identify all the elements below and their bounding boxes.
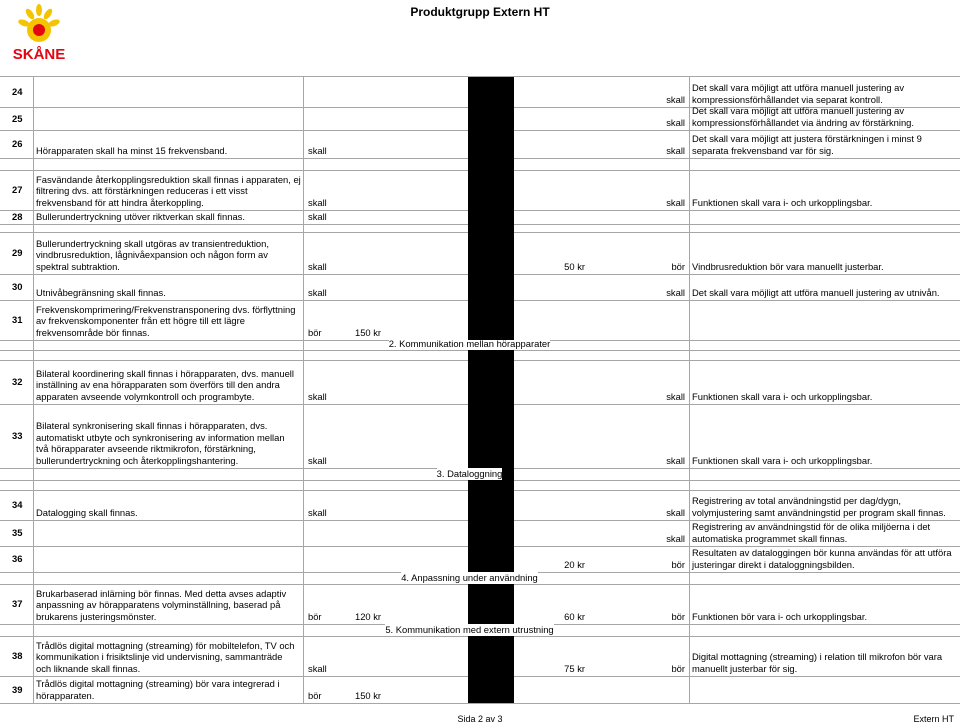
row-number: [0, 676, 33, 703]
row-number-label: 30: [12, 281, 23, 292]
column-divider: [689, 76, 690, 703]
row-number: [0, 404, 33, 468]
price-b: [514, 520, 589, 546]
row-divider: [0, 76, 960, 77]
requirement-level: [303, 584, 350, 624]
price-b-value: 50 kr: [564, 261, 585, 273]
row-number-label: 39: [12, 683, 23, 695]
requirement-note: [689, 232, 960, 274]
requirement-text: [33, 520, 303, 546]
price-a: [350, 300, 468, 340]
requirement-note-value: Det skall vara möjligt att utföra manuell justering av utnivån.: [692, 287, 940, 299]
requirement-level-2-value: skall: [666, 391, 685, 403]
requirement-text: [33, 130, 303, 158]
section-heading: [350, 624, 589, 636]
requirement-level-2-value: bör: [671, 261, 685, 273]
row-divider: [0, 703, 960, 704]
section-heading-label: 5. Kommunikation med extern utrustning: [385, 624, 554, 636]
requirement-level: [303, 676, 350, 703]
column-divider: [303, 76, 304, 703]
requirement-level-2: [589, 232, 689, 274]
section-heading-label: 3. Dataloggning: [436, 468, 503, 480]
requirement-level: [303, 490, 350, 520]
price-b: [514, 584, 589, 624]
row-number: [0, 232, 33, 274]
requirement-note: [689, 274, 960, 300]
price-a: [350, 107, 468, 130]
requirement-level-value: skall: [308, 145, 327, 157]
price-a: [350, 76, 468, 107]
price-a: [350, 130, 468, 158]
requirement-note-value: Funktionen bör vara i- och urkopplingsbar.: [692, 611, 868, 623]
row-number: [0, 636, 33, 676]
requirement-text-value: Bullerundertryckning skall utgöras av transientreduktion, vindbrusreduktion, lågnivåexpansion och någon form av spektral subtraktion.: [36, 237, 269, 273]
requirement-text-value: Datalogging skall finnas.: [36, 507, 138, 519]
price-b: [514, 76, 589, 107]
price-b: [514, 107, 589, 130]
requirement-text: [33, 210, 303, 224]
requirement-level: [303, 107, 350, 130]
price-b: [514, 676, 589, 703]
row-number: [0, 170, 33, 210]
row-number-label: 27: [12, 184, 23, 195]
requirement-level-2: [589, 300, 689, 340]
row-number-label: 26: [12, 138, 23, 149]
requirement-note: [689, 490, 960, 520]
requirement-text-value: Trådlös digital mottagning (streaming) för mobiltelefon, TV och kommunikation i frisiktslinje vid undervisning, sammanträde och liknande skall finnas.: [36, 639, 295, 675]
requirement-text-value: Frekvenskomprimering/Frekvenstransponering dvs. förflyttning av frekvenskomponenter från ett högre till ett lägre frekvensområde bör finnas.: [36, 303, 296, 339]
requirement-note: [689, 584, 960, 624]
row-number-label: 36: [12, 553, 23, 564]
price-a: [350, 210, 468, 224]
requirement-text-value: Bilateral koordinering skall finnas i hörapparaten, dvs. manuell inställning av ena hörapparaten som överförs till den andra apparaten avseende volymkontroll och programbyte.: [36, 367, 294, 403]
section-heading-label: 4. Anpassning under användning: [401, 572, 538, 584]
requirement-level: [303, 210, 350, 224]
row-number: [0, 546, 33, 572]
price-b-value: 60 kr: [564, 611, 585, 623]
black-column-cell: [468, 170, 514, 210]
row-number-label: 33: [12, 430, 23, 441]
requirement-text: [33, 300, 303, 340]
requirement-note: [689, 170, 960, 210]
row-number-label: 34: [12, 499, 23, 510]
requirement-level-2: [589, 107, 689, 130]
requirement-level-value: skall: [308, 455, 327, 467]
requirement-note-value: Digital mottagning (streaming) i relation till mikrofon bör vara manuellt justerbar för sig.: [692, 651, 943, 675]
row-number-label: 38: [12, 650, 23, 661]
row-number-label: 31: [12, 314, 23, 325]
black-column-cell: [468, 76, 514, 107]
requirement-level-value: skall: [308, 507, 327, 519]
price-b: [514, 300, 589, 340]
requirement-level-2: [589, 170, 689, 210]
requirement-note: [689, 210, 960, 224]
section-heading: [350, 340, 589, 350]
black-column-cell: [468, 676, 514, 703]
price-b: [514, 170, 589, 210]
requirement-level-2: [589, 274, 689, 300]
price-b: [514, 490, 589, 520]
requirement-level-value: skall: [308, 391, 327, 403]
price-a: [350, 520, 468, 546]
price-b: [514, 274, 589, 300]
requirement-note-value: Registrering av användningstid för de olika miljöerna i det automatiska programmet skall finnas.: [692, 521, 931, 545]
requirement-note: [689, 636, 960, 676]
requirement-text: [33, 274, 303, 300]
requirement-level-value: bör: [308, 327, 322, 339]
row-number: [0, 300, 33, 340]
row-number: [0, 520, 33, 546]
requirement-level-2: [589, 404, 689, 468]
requirement-level: [303, 76, 350, 107]
requirement-text-value: Bullerundertryckning utöver riktverkan skall finnas.: [36, 211, 245, 223]
black-column-cell: [468, 490, 514, 520]
requirement-level-value: skall: [308, 211, 327, 223]
requirement-level: [303, 170, 350, 210]
row-number: [0, 274, 33, 300]
requirement-level-value: skall: [308, 663, 327, 675]
black-column-cell: [468, 158, 514, 170]
requirement-level-2-value: bör: [671, 559, 685, 571]
requirement-level-2: [589, 490, 689, 520]
price-a: [350, 676, 468, 703]
price-a: [350, 490, 468, 520]
requirement-level-value: skall: [308, 287, 327, 299]
row-number: [0, 490, 33, 520]
requirement-level: [303, 274, 350, 300]
requirement-level-2-value: skall: [666, 533, 685, 545]
price-a: [350, 404, 468, 468]
row-number: [0, 107, 33, 130]
black-column-cell: [468, 360, 514, 404]
requirement-text: [33, 76, 303, 107]
black-column-cell: [468, 404, 514, 468]
requirement-level: [303, 360, 350, 404]
requirement-level-value: bör: [308, 690, 322, 702]
requirement-note-value: Registrering av total användningstid per dag/dygn, volymjustering samt användningstid per program skall finnas.: [692, 495, 946, 519]
requirement-text: [33, 232, 303, 274]
row-number: [0, 76, 33, 107]
price-a: [350, 274, 468, 300]
price-a: [350, 232, 468, 274]
requirement-text: [33, 170, 303, 210]
price-b-value: 20 kr: [564, 559, 585, 571]
requirement-level-2-value: skall: [666, 287, 685, 299]
column-divider: [33, 76, 34, 703]
requirement-level: [303, 232, 350, 274]
price-b-value: 75 kr: [564, 663, 585, 675]
row-number: [0, 360, 33, 404]
requirement-note: [689, 107, 960, 130]
requirement-note: [689, 520, 960, 546]
requirement-level: [303, 130, 350, 158]
requirement-text-value: Bilateral synkronisering skall finnas i hörapparaten, dvs. automatiskt utbyte och synkronisering av information mellan två hörapparater avseende riktmikrofon, förstärkning, bullerundertryckning och återkopplingshantering.: [36, 419, 285, 467]
price-b: [514, 130, 589, 158]
black-column-cell: [468, 350, 514, 360]
requirement-level-value: skall: [308, 261, 327, 273]
price-a: [350, 636, 468, 676]
price-a: [350, 170, 468, 210]
requirement-level-2: [589, 360, 689, 404]
requirement-note: [689, 130, 960, 158]
requirement-text-value: Fasvändande återkopplingsreduktion skall finnas i apparaten, ej filtrering dvs. att förstärkningen reduceras i ett visst frekvensband för att hindra återkoppling.: [36, 173, 301, 209]
requirement-level-value: skall: [308, 197, 327, 209]
requirement-level-2: [589, 210, 689, 224]
row-number-label: 37: [12, 598, 23, 609]
requirement-text-value: Trådlös digital mottagning (streaming) bör vara integrerad i hörapparaten.: [36, 678, 280, 702]
price-a: [350, 584, 468, 624]
requirement-text: [33, 404, 303, 468]
requirement-text: [33, 676, 303, 703]
requirement-text: [33, 360, 303, 404]
requirement-level: [303, 546, 350, 572]
svg-text:SKÅNE: SKÅNE: [12, 46, 66, 63]
requirement-note-value: Det skall vara möjligt att utföra manuell justering av kompressionsförhållandet via separat kontroll.: [692, 82, 905, 106]
row-number-label: 29: [12, 247, 23, 258]
row-number-label: 24: [12, 85, 23, 97]
price-b: [514, 360, 589, 404]
black-column-cell: [468, 274, 514, 300]
requirement-note: [689, 546, 960, 572]
requirement-level-2-value: skall: [666, 197, 685, 209]
row-number-label: 25: [12, 112, 23, 124]
price-a-value: 150 kr: [355, 327, 382, 339]
section-heading: [350, 468, 589, 480]
section-heading: [350, 572, 589, 584]
requirement-note-value: Vindbrusreduktion bör vara manuellt justerbar.: [692, 261, 884, 273]
price-b: [514, 404, 589, 468]
black-column-cell: [468, 130, 514, 158]
requirement-text: [33, 490, 303, 520]
requirement-level-2-value: skall: [666, 94, 685, 106]
row-number-label: 35: [12, 527, 23, 538]
requirement-note-value: Det skall vara möjligt att utföra manuell justering av kompressionsförhållandet via ändring av förstärkning.: [692, 107, 914, 129]
black-column-cell: [468, 546, 514, 572]
black-column-cell: [468, 480, 514, 490]
requirement-level-2: [589, 636, 689, 676]
requirement-text: [33, 584, 303, 624]
requirement-level: [303, 520, 350, 546]
requirement-note-value: Funktionen skall vara i- och urkopplingsbar.: [692, 197, 873, 209]
requirement-level-2: [589, 76, 689, 107]
black-column-cell: [468, 584, 514, 624]
requirement-level-2: [589, 546, 689, 572]
requirement-note-value: Funktionen skall vara i- och urkopplingsbar.: [692, 455, 873, 467]
black-column-cell: [468, 232, 514, 274]
requirement-text: [33, 107, 303, 130]
requirement-level-value: bör: [308, 611, 322, 623]
price-b: [514, 232, 589, 274]
black-column-cell: [468, 210, 514, 224]
requirement-level-2: [589, 676, 689, 703]
price-b: [514, 636, 589, 676]
price-b: [514, 546, 589, 572]
requirement-level-2: [589, 584, 689, 624]
requirement-level-2-value: skall: [666, 145, 685, 157]
requirement-level: [303, 300, 350, 340]
requirement-note-value: Funktionen skall vara i- och urkopplingsbar.: [692, 391, 873, 403]
price-a: [350, 360, 468, 404]
requirement-text-value: Brukarbaserad inlärning bör finnas. Med detta avses adaptiv anpassning av hörapparatens volyminställning, baserad på brukarens justeringsmönster.: [36, 587, 287, 623]
price-a-value: 150 kr: [355, 690, 382, 702]
price-a: [350, 546, 468, 572]
requirement-note: [689, 676, 960, 703]
requirement-level-2-value: skall: [666, 507, 685, 519]
requirement-level-2: [589, 520, 689, 546]
requirement-level-2-value: bör: [671, 663, 685, 675]
requirement-level-2: [589, 130, 689, 158]
black-column-cell: [468, 520, 514, 546]
row-number-label: 32: [12, 376, 23, 387]
section-heading-label: 2. Kommunikation mellan hörapparater: [388, 340, 551, 350]
requirement-text-value: Utnivåbegränsning skall finnas.: [36, 287, 166, 299]
row-number: [0, 210, 33, 224]
price-a-value: 120 kr: [355, 611, 382, 623]
requirement-note: [689, 360, 960, 404]
black-column-cell: [468, 300, 514, 340]
black-column-cell: [468, 224, 514, 232]
row-number: [0, 130, 33, 158]
black-column-cell: [468, 107, 514, 130]
requirement-text-value: Hörapparaten skall ha minst 15 frekvensband.: [36, 145, 228, 157]
footer-label: Extern HT: [913, 714, 954, 724]
requirement-text: [33, 546, 303, 572]
requirement-level-2-value: bör: [671, 611, 685, 623]
requirement-level-2-value: skall: [666, 117, 685, 129]
requirement-note: [689, 300, 960, 340]
requirement-text: [33, 636, 303, 676]
price-b: [514, 210, 589, 224]
row-number-label: 28: [12, 211, 23, 222]
requirement-level-2-value: skall: [666, 455, 685, 467]
page-number: Sida 2 av 3: [457, 714, 503, 724]
requirement-note: [689, 76, 960, 107]
black-column-cell: [468, 636, 514, 676]
requirement-level: [303, 636, 350, 676]
requirement-note: [689, 404, 960, 468]
row-number: [0, 584, 33, 624]
requirement-note-value: Det skall vara möjligt att justera förstärkningen i minst 9 separata frekvensband var för sig.: [692, 133, 922, 157]
page-title: Produktgrupp Extern HT: [410, 5, 550, 19]
requirement-level: [303, 404, 350, 468]
requirement-note-value: Resultaten av dataloggingen bör kunna användas för att utföra justeringar direkt i dataloggningsbilden.: [692, 547, 952, 571]
